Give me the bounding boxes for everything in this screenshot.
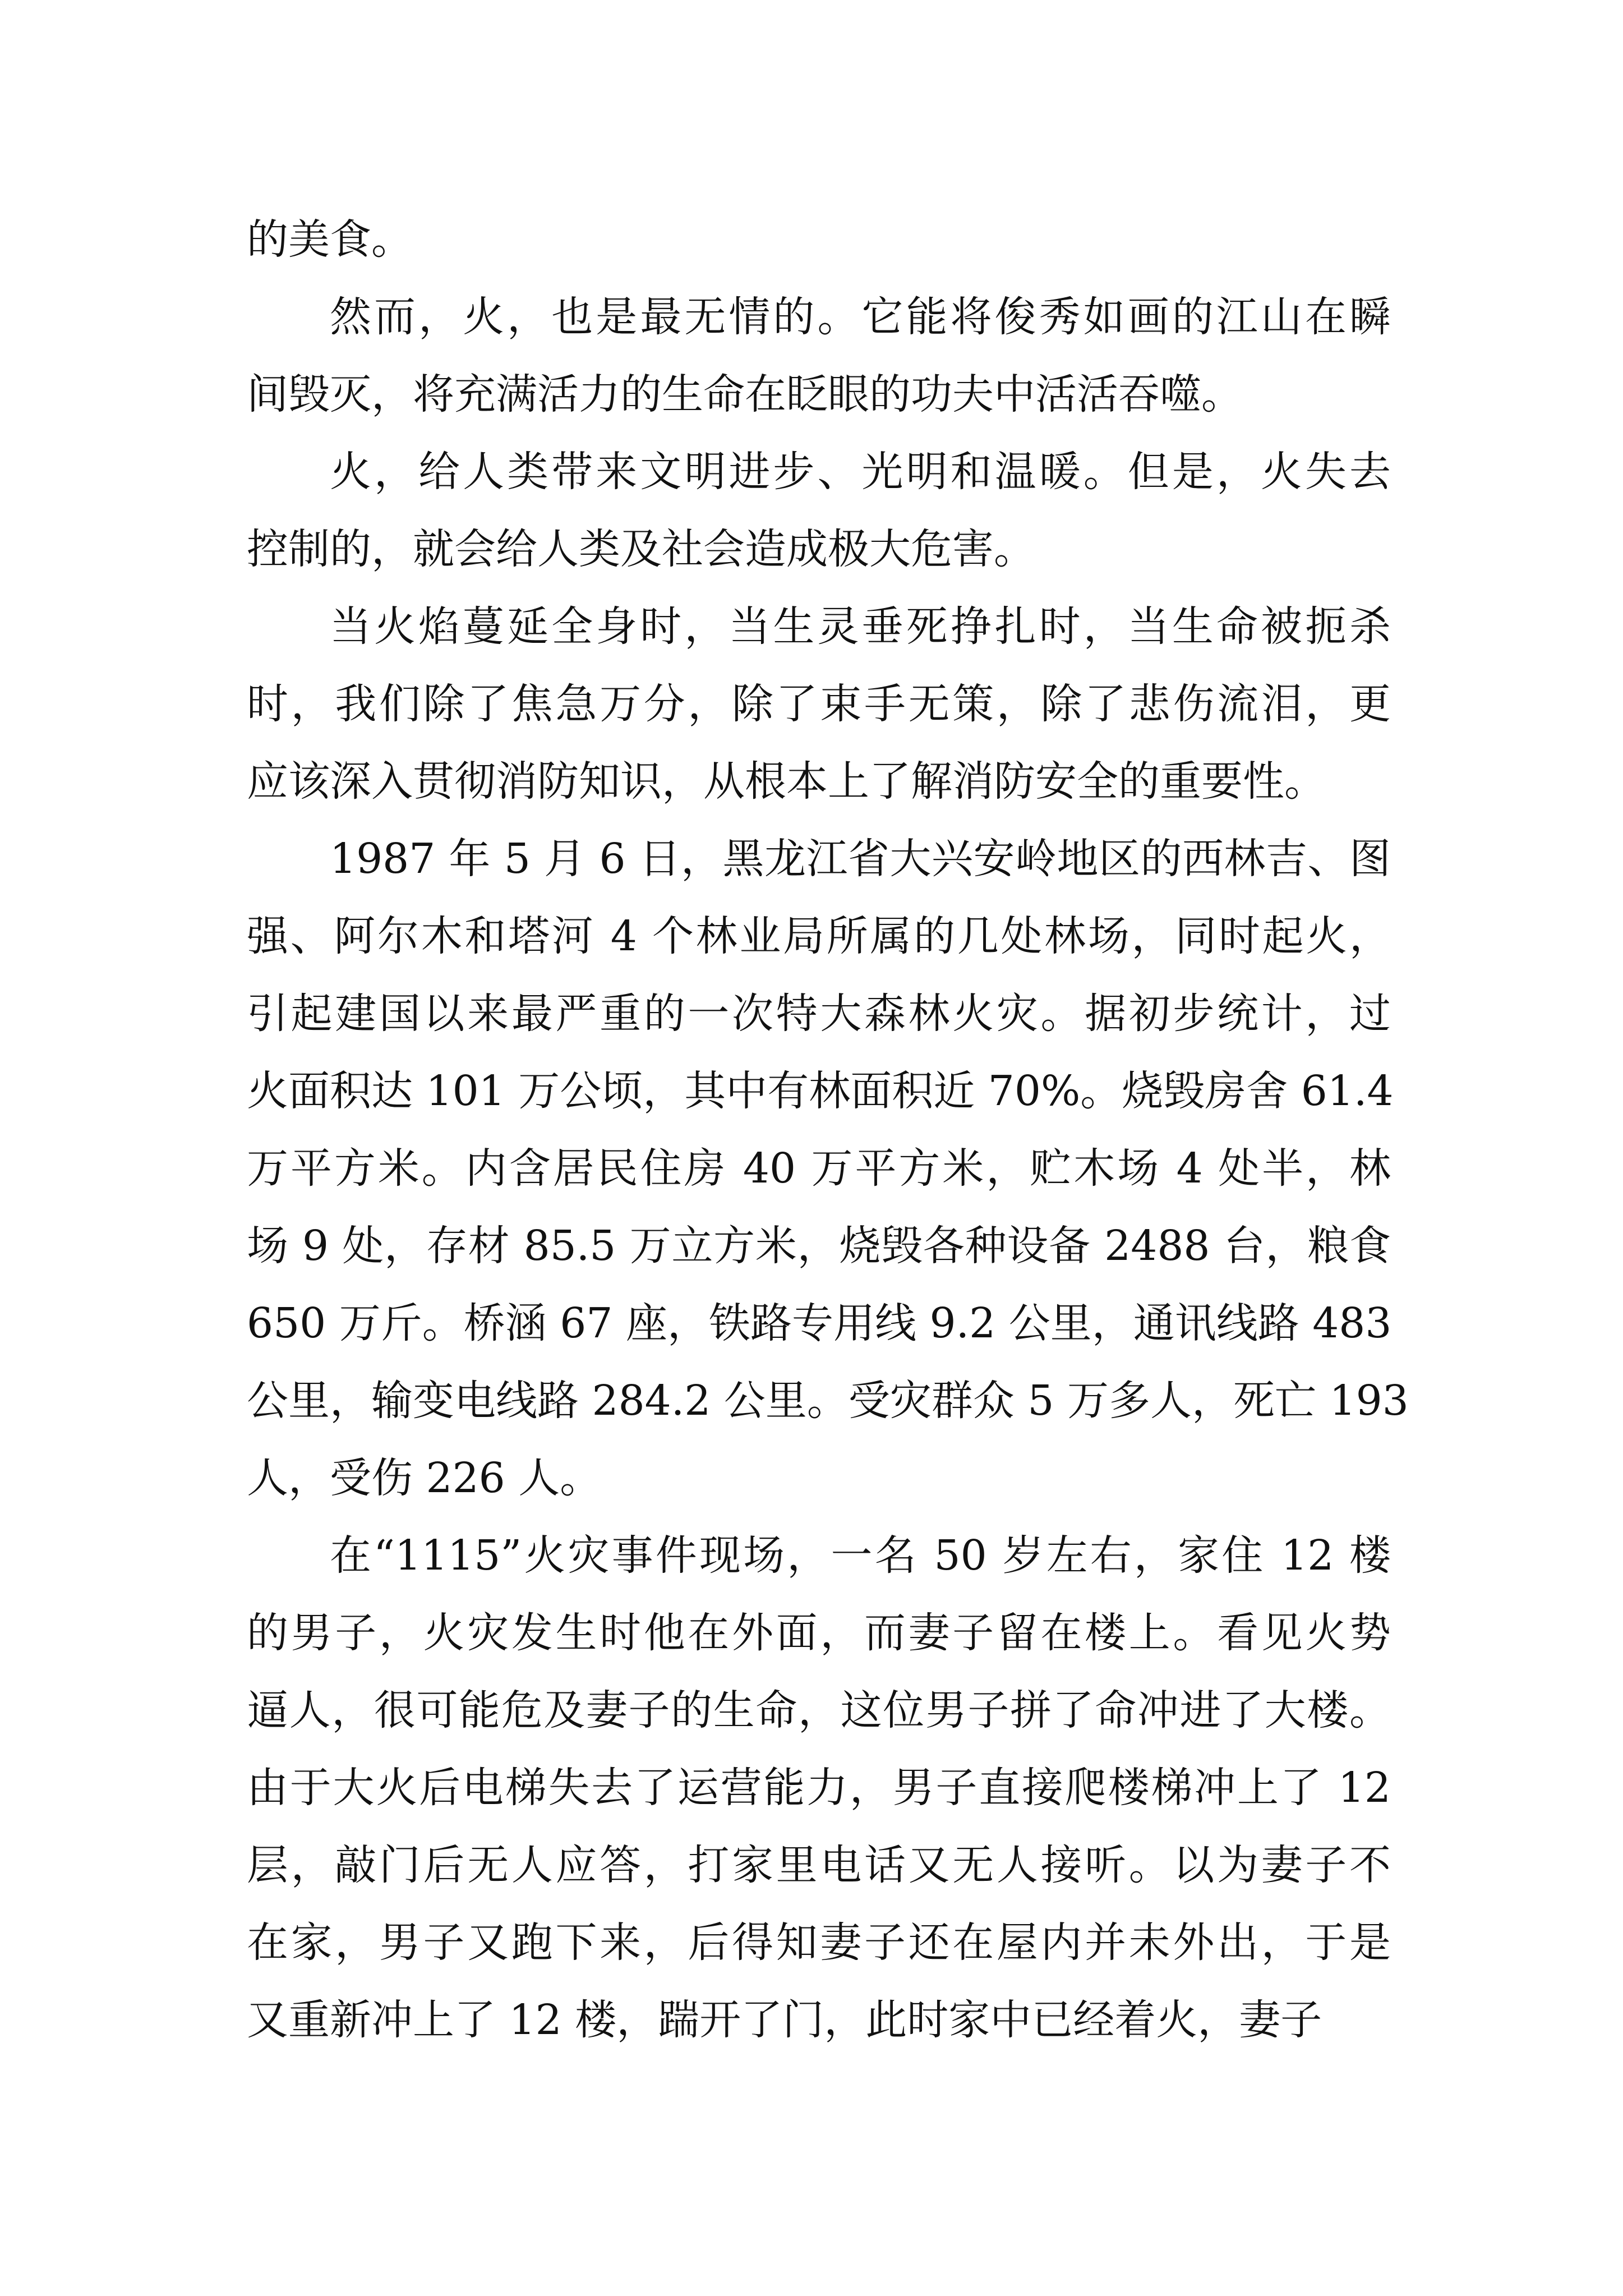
text-line: 引起建国以来最严重的一次特大森林火灾。据初步统计，过 <box>247 990 1391 1038</box>
text-line: 人，受伤 226 人。 <box>247 1454 602 1502</box>
text-line: 应该深入贯彻消防知识，从根本上了解消防安全的重要性。 <box>247 757 1326 806</box>
paragraph <box>247 278 1391 433</box>
text-line: 在家，男子又跑下来，后得知妻子还在屋内并未外出，于是 <box>247 1918 1391 1967</box>
text-line: 1987 年 5 月 6 日，黑龙江省大兴安岭地区的西林吉、图 <box>330 835 1391 883</box>
text-line: 由于大火后电梯失去了运营能力，男子直接爬楼梯冲上了 12 <box>247 1764 1391 1812</box>
text-line: 然而，火，也是最无情的。它能将俊秀如画的江山在瞬 <box>330 293 1391 341</box>
text-line: 又重新冲上了 12 楼，踹开了门，此时家中已经着火，妻子 <box>247 1996 1322 2044</box>
text-line: 时，我们除了焦急万分，除了束手无策，除了悲伤流泪，更 <box>247 680 1391 728</box>
text-line: 650 万斤。桥涵 67 座，铁路专用线 9.2 公里，通讯线路 483 <box>247 1299 1392 1347</box>
text-line: 的美食。 <box>247 215 413 264</box>
text-line: 控制的，就会给人类及社会造成极大危害。 <box>247 525 1035 573</box>
paragraph <box>247 433 1391 588</box>
text-line: 火面积达 101 万公顷，其中有林面积近 70%。烧毁房舍 61.4 <box>247 1067 1394 1115</box>
paragraph <box>247 820 1409 1517</box>
body-text <box>247 201 1409 2059</box>
text-line: 强、阿尔木和塔河 4 个林业局所属的几处林场，同时起火， <box>247 912 1391 960</box>
text-line: 在“1115”火灾事件现场，一名 50 岁左右，家住 12 楼 <box>330 1531 1391 1580</box>
text-line: 层，敲门后无人应答，打家里电话又无人接听。以为妻子不 <box>247 1841 1391 1889</box>
text-line: 当火焰蔓延全身时，当生灵垂死挣扎时，当生命被扼杀 <box>330 602 1391 651</box>
text-line: 逼人，很可能危及妻子的生命，这位男子拼了命冲进了大楼。 <box>247 1686 1391 1734</box>
text-line: 火，给人类带来文明进步、光明和温暖。但是，火失去 <box>330 448 1391 496</box>
paragraph <box>247 588 1391 820</box>
text-line: 公里，输变电线路 284.2 公里。受灾群众 5 万多人，死亡 193 <box>247 1377 1409 1425</box>
text-line: 的男子，火灾发生时他在外面，而妻子留在楼上。看见火势 <box>247 1609 1391 1657</box>
text-line: 万平方米。内含居民住房 40 万平方米，贮木场 4 处半，林 <box>247 1144 1391 1193</box>
paragraph <box>247 1517 1391 2059</box>
text-line: 场 9 处，存材 85.5 万立方米，烧毁各种设备 2488 台，粮食 <box>247 1222 1391 1270</box>
paragraph <box>247 201 1391 278</box>
text-line: 间毁灭，将充满活力的生命在眨眼的功夫中活活吞噬。 <box>247 370 1243 418</box>
